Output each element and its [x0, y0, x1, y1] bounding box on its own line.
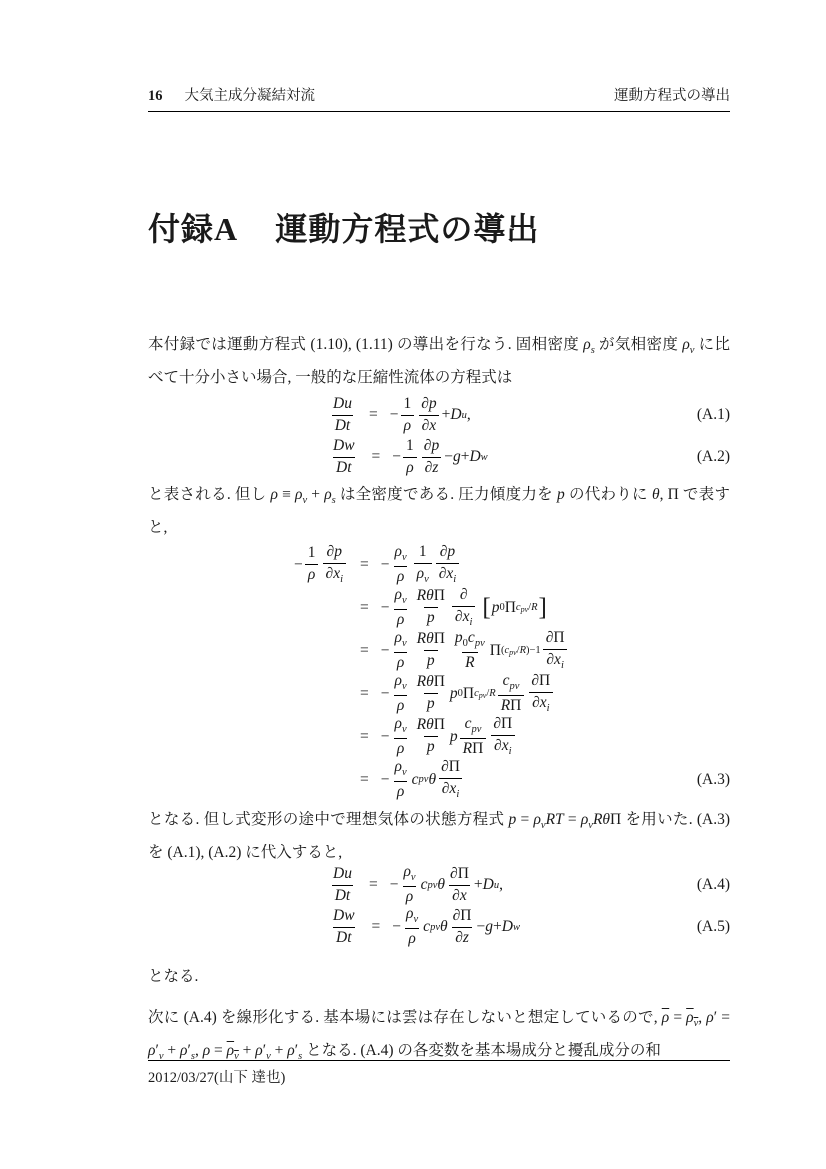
- equation-number-a3: (A.3): [696, 770, 730, 788]
- equation-a4-rhs: − $\frac{\rho_v}{\rho}$ c pv θ $\frac{\partial\Pi}{\partial x}$ + D u ,: [389, 863, 503, 905]
- derivation-line-3: [148, 629, 730, 672]
- equation-a5: [148, 906, 730, 948]
- equals-sign: =: [360, 684, 369, 702]
- equation-a1-rhs: − $\frac{1}{\rho}$ $\frac{\partial p}{\partial x}$ + D u ,: [389, 394, 471, 434]
- paragraph-intro: 本付録では運動方程式 (1.10), (1.11) の導出を行なう. 固相密度 $\rho_s$ が気相密度 $\rho_v$ に比べて十分小さい場合, 一般的な圧縮性流体の方程式は: [148, 336, 730, 386]
- equals-sign: =: [368, 876, 378, 893]
- page-footer: [148, 1060, 730, 1087]
- equation-a1-lhs: $\frac{Du}{Dt}$: [333, 394, 352, 434]
- page-number: 16: [148, 88, 163, 104]
- page-header: [148, 88, 730, 112]
- equals-sign: =: [360, 641, 369, 659]
- derivation-rhs-2: − $\frac{\rho_v}{\rho}$ $\frac{\text{RθΠ}}{p}$ $\frac{\partial}{\partial x_i}$ [ p 0 Π $c_{pv}/R$ ]: [380, 585, 547, 628]
- paragraph-conclusion: となる.: [148, 968, 199, 985]
- equals-sign: =: [360, 555, 369, 573]
- derivation-rhs-5: − $\frac{\rho_v}{\rho}$ $\frac{\text{RθΠ}}{p}$ p $\frac{c_{pv}}{R\Pi}$ $\frac{\partial\Pi}{\partial x_i}$: [381, 715, 517, 758]
- equals-sign: =: [371, 448, 381, 465]
- equation-a2: [148, 436, 730, 478]
- derivation-line-2: [148, 586, 730, 629]
- equals-sign: =: [360, 770, 369, 788]
- derivation-line-5: [148, 715, 730, 758]
- derivation-line-1: [148, 543, 730, 586]
- equation-block-a4-a5: [148, 864, 730, 948]
- footer-date-author: 2012/03/27(山下 達也): [148, 1070, 286, 1086]
- derivation-rhs-6: − $\frac{\rho_v}{\rho}$ c pv θ $\frac{\partial\Pi}{\partial x_i}$: [381, 758, 465, 801]
- equation-a5-lhs: $\frac{Dw}{Dt}$: [333, 906, 355, 946]
- derivation-lhs: − $\frac{1}{\rho}$ $\frac{\partial p}{\partial x_i}$: [148, 543, 348, 586]
- equation-a5-rhs: − $\frac{\rho_v}{\rho}$ c pv θ $\frac{\partial\Pi}{\partial z}$ − g + D w: [392, 905, 520, 947]
- derivation-line-6: [148, 758, 730, 801]
- equals-sign: =: [360, 598, 369, 616]
- equation-block-derivation: [148, 543, 730, 801]
- derivation-rhs-1: − $\frac{\rho_v}{\rho}$ $\frac{1}{\rho_v}$ $\frac{\partial p}{\partial x_i}$: [381, 543, 461, 586]
- equation-number-a2: (A.2): [696, 448, 730, 465]
- paragraph-linearization: 次に (A.4) を線形化する. 基本場には雲は存在しないと想定しているので, $\overline{\rho} = \rho_v$, $\rho' = \rho'_v + \rho'_s$, $\rho = \rho_v + \rho'_v + \rho'_s$ となる. (A.4) の各変数を基本場成分と擾乱成分の和: [148, 1009, 730, 1062]
- paragraph-state-equation: となる. 但し式変形の途中で理想気体の状態方程式 $p = \rho_vRT = \rho_vR\theta\Pi$ を用いた. (A.3) を (A.1), (A.2) に代入すると,: [148, 811, 730, 861]
- equation-number-a1: (A.1): [696, 406, 730, 423]
- equals-sign: =: [360, 727, 369, 745]
- chapter-prefix: 付録A: [148, 211, 237, 247]
- equation-block-a1-a2: [148, 394, 730, 478]
- equation-a2-rhs: − $\frac{1}{\rho}$ $\frac{\partial p}{\partial z}$ − g + D w: [392, 436, 488, 476]
- running-head-left: 大気主成分凝結対流: [184, 88, 315, 104]
- derivation-rhs-4: − $\frac{\rho_v}{\rho}$ $\frac{\text{RθΠ}}{p}$ p 0 Π $c_{pv}/R$ $\frac{c_{pv}}{R\Pi}$ $\frac{\partial\Pi}{\partial x_i}$: [381, 672, 556, 715]
- equation-a4: [148, 864, 730, 906]
- chapter-title-text: 運動方程式の導出: [275, 211, 540, 247]
- derivation-line-4: [148, 672, 730, 715]
- paragraph-density: と表される. 但し $\rho \equiv \rho_v + \rho_s$ は全密度である. 圧力傾度力を p の代わりに θ, Π で表すと,: [148, 486, 730, 536]
- equation-number-a4: (A.4): [696, 876, 730, 893]
- equation-number-a5: (A.5): [696, 918, 730, 935]
- equals-sign: =: [371, 918, 381, 935]
- chapter-title: [148, 204, 539, 250]
- derivation-rhs-3: − $\frac{\rho_v}{\rho}$ $\frac{\text{RθΠ}}{p}$ $\frac{p_0c_{pv}}{R}$ Π $(c_{pv}/R)-1$ $\frac{\partial\Pi}{\partial x_i}$: [381, 629, 570, 672]
- equation-a1: [148, 394, 730, 436]
- running-head-right: 運動方程式の導出: [614, 88, 730, 104]
- equation-a2-lhs: $\frac{Dw}{Dt}$: [333, 436, 355, 476]
- equation-a4-lhs: $\frac{Du}{Dt}$: [333, 864, 352, 904]
- equals-sign: =: [368, 406, 378, 423]
